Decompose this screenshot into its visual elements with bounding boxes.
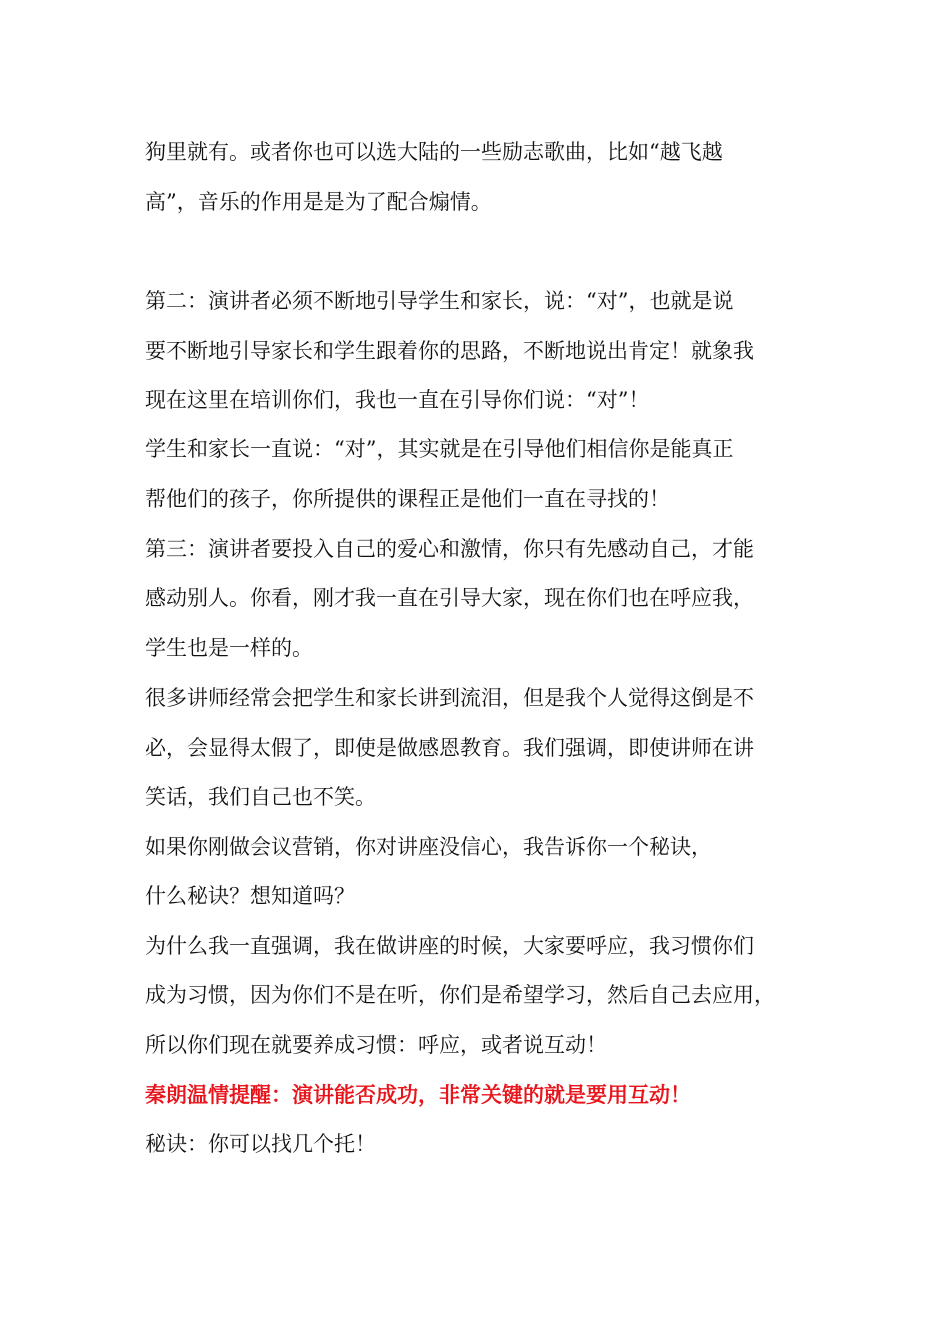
paragraph-line: 学生也是一样的。 [145, 636, 313, 660]
paragraph-line: 学生和家长一直说：“对”，其实就是在引导他们相信你是能真正 [145, 437, 734, 461]
paragraph-line: 狗里就有。或者你也可以选大陆的一些励志歌曲，比如“越飞越 [145, 140, 723, 164]
paragraph-line: 必，会显得太假了，即使是做感恩教育。我们强调，即使讲师在讲 [145, 736, 754, 760]
paragraph-line: 帮他们的孩子，你所提供的课程正是他们一直在寻找的！ [145, 487, 670, 511]
paragraph-line: 要不断地引导家长和学生跟着你的思路，不断地说出肯定！就象我 [145, 339, 754, 363]
highlighted-reminder: 秦朗温情提醒：演讲能否成功，非常关键的就是要用互动！ [145, 1082, 691, 1107]
paragraph-line: 现在这里在培训你们，我也一直在引导你们说：“对”！ [145, 388, 650, 412]
paragraph-line: 感动别人。你看，刚才我一直在引导大家，现在你们也在呼应我， [145, 586, 754, 610]
paragraph-line: 如果你刚做会议营销，你对讲座没信心，我告诉你一个秘诀， [145, 835, 712, 859]
paragraph-line: 第二：演讲者必须不断地引导学生和家长，说：“对”，也就是说 [145, 289, 734, 313]
paragraph-line: 第三：演讲者要投入自己的爱心和激情，你只有先感动自己，才能 [145, 537, 754, 561]
paragraph-line: 笑话，我们自己也不笑。 [145, 785, 376, 809]
paragraph-line: 秘诀：你可以找几个托！ [145, 1132, 376, 1156]
paragraph-line: 什么秘诀？想知道吗？ [145, 884, 355, 908]
paragraph-line: 成为习惯，因为你们不是在听，你们是希望学习，然后自己去应用， [145, 983, 775, 1007]
paragraph-line: 很多讲师经常会把学生和家长讲到流泪，但是我个人觉得这倒是不 [145, 686, 754, 710]
paragraph-line: 高”，音乐的作用是是为了配合煽情。 [145, 190, 492, 214]
paragraph-line: 所以你们现在就要养成习惯：呼应，或者说互动！ [145, 1033, 607, 1057]
paragraph-line: 为什么我一直强调，我在做讲座的时候，大家要呼应，我习惯你们 [145, 934, 754, 958]
